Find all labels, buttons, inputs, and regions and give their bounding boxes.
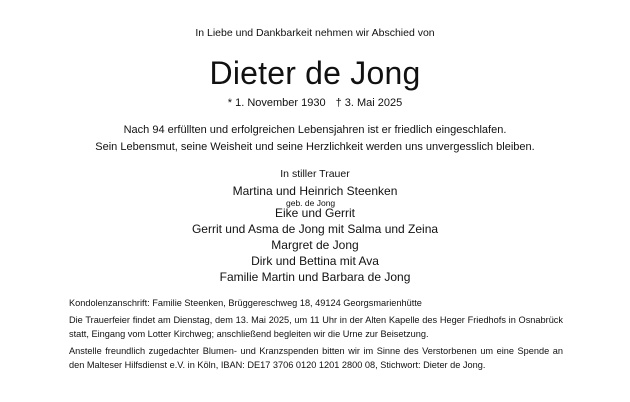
tribute-line-1: Nach 94 erfüllten und erfolgreichen Lebensjahren ist er friedlich eingeschlafen. (123, 124, 507, 136)
mourner-6: Familie Martin und Barbara de Jong (219, 270, 411, 284)
life-dates (0, 97, 630, 109)
mourner-4: Margret de Jong (271, 238, 359, 252)
donation-request: Anstelle freundlich zugedachter Blumen- und Kranzspenden bitten wir im Sinne des Verstorbenen um eine Spende an den Malteser Hilfsdienst e.V. in Köln, IBAN: DE17 3706 0120 1201 2800 08, Stichwort: Dieter de Jong. (69, 346, 563, 370)
funeral-service-info: Die Trauerfeier findet am Dienstag, dem 13. Mai 2025, um 11 Uhr in der Alten Kapelle des Heger Friedhofs in Osnabrück statt, Eingang vom Lotter Kirchweg; anschließend begleiten wir die Urne zur Beisetzung. (69, 315, 563, 339)
mourner-5: Dirk und Bettina mit Ava (251, 254, 379, 268)
tribute-line-2: Sein Lebensmut, seine Weisheit und seine Herzlichkeit werden uns unvergesslich bleiben. (95, 141, 535, 153)
mourner-3: Gerrit und Asma de Jong mit Salma und Zeina (191, 222, 439, 236)
mourner-2: Eike und Gerrit (274, 206, 356, 220)
death-date: † 3. Mai 2025 (335, 97, 403, 109)
deceased-name: Dieter de Jong (209, 55, 421, 91)
birth-date: * 1. November 1930 (227, 97, 326, 109)
mourner-1: Martina und Heinrich Steenken (232, 184, 398, 198)
condolence-address: Kondolenzanschrift: Familie Steenken, Brüggereschweg 18, 49124 Georgsmarienhütte (69, 298, 422, 308)
mourning-heading: In stiller Trauer (280, 168, 350, 180)
intro-line: In Liebe und Dankbarkeit nehmen wir Abschied von (195, 27, 435, 39)
maiden-name-note: geb. de Jong (286, 198, 336, 208)
